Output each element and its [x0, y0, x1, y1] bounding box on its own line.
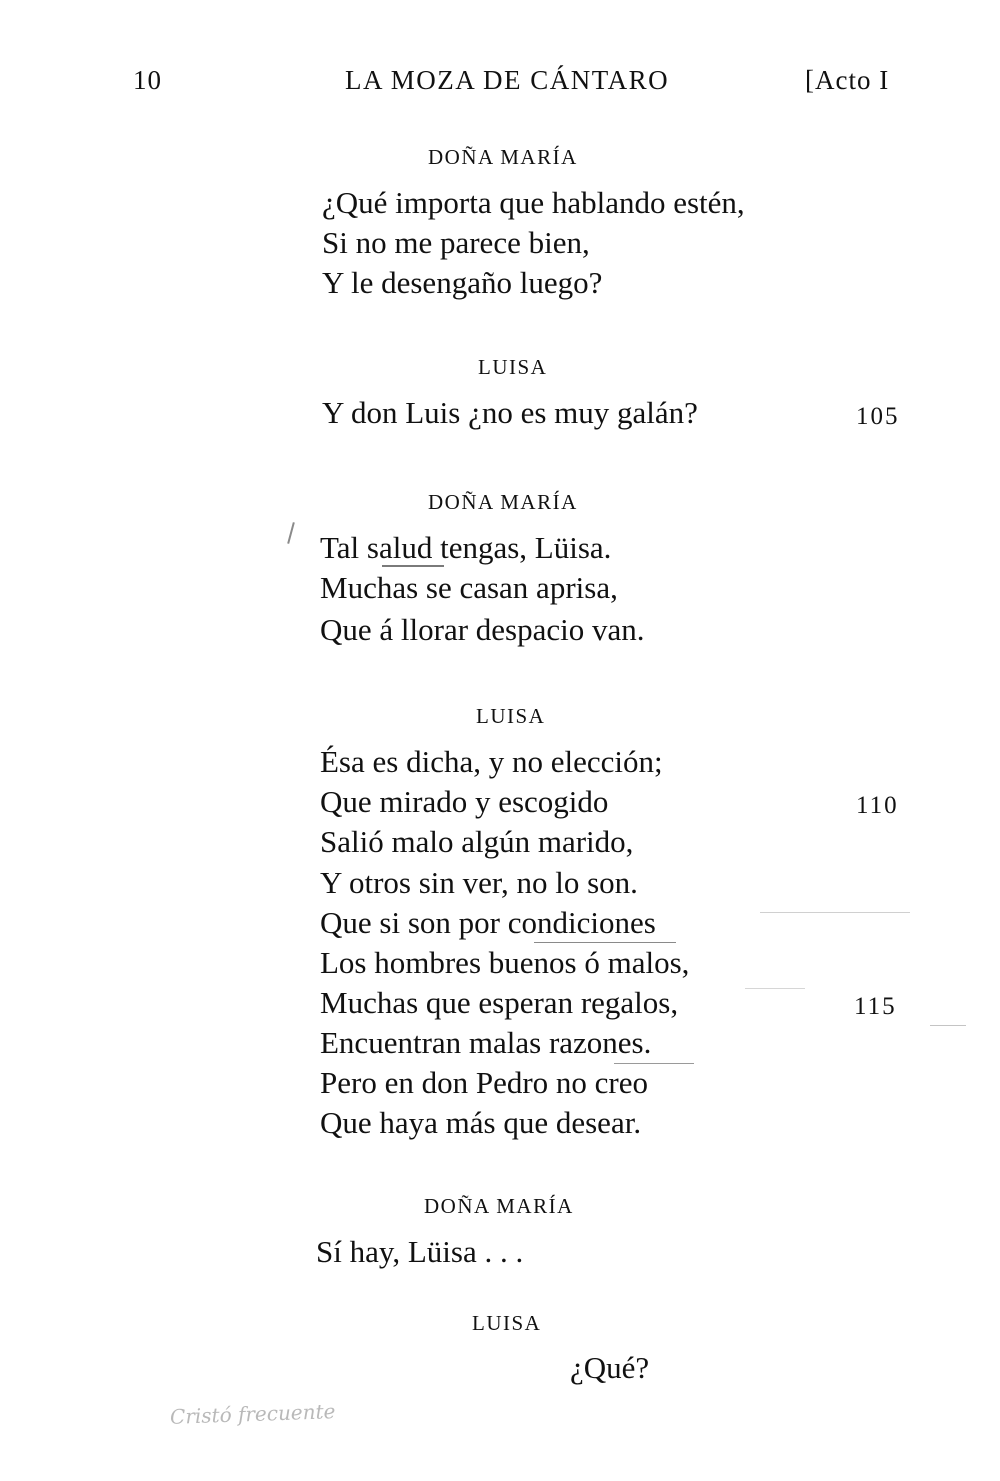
- verse-line: Y don Luis ¿no es muy galán?: [322, 395, 698, 430]
- speaker-heading: DOÑA MARÍA: [428, 145, 578, 169]
- verse-line: Y le desengaño luego?: [322, 265, 603, 300]
- pencil-scribble: Cristó frecuente: [169, 1399, 336, 1429]
- verse-line: Muchas se casan aprisa,: [320, 570, 618, 605]
- speaker-heading: LUISA: [476, 704, 546, 728]
- verse-line: ¿Qué?: [570, 1350, 650, 1385]
- verse-line: Pero en don Pedro no creo: [320, 1065, 648, 1100]
- line-number: 115: [854, 993, 897, 1020]
- act-label: [Acto I: [805, 65, 890, 95]
- verse-line: Los hombres buenos ó malos,: [320, 945, 690, 980]
- pencil-tick-mark: [287, 522, 295, 544]
- speaker-heading: DOÑA MARÍA: [424, 1194, 574, 1218]
- page-number: 10: [133, 65, 162, 95]
- verse-line: Si no me parece bien,: [322, 225, 590, 260]
- pencil-faint-line: [930, 1025, 966, 1026]
- pencil-faint-line: [760, 912, 910, 913]
- pencil-underline: [534, 942, 676, 943]
- speaker-heading: DOÑA MARÍA: [428, 490, 578, 514]
- verse-line: Encuentran malas razones.: [320, 1025, 652, 1060]
- verse-line: Muchas que esperan regalos,: [320, 985, 679, 1020]
- speaker-heading: LUISA: [478, 355, 548, 379]
- verse-line: Ésa es dicha, y no elección;: [320, 744, 663, 779]
- speaker-heading: LUISA: [472, 1311, 542, 1335]
- line-number: 110: [856, 792, 899, 819]
- verse-line: Que mirado y escogido: [320, 784, 609, 819]
- verse-line: ¿Qué importa que hablando estén,: [322, 185, 745, 220]
- verse-line: Sí hay, Lüisa . . .: [316, 1234, 524, 1269]
- line-number: 105: [856, 403, 900, 430]
- pencil-underline: [614, 1063, 694, 1064]
- verse-line: Salió malo algún marido,: [320, 824, 634, 859]
- verse-line: Que á llorar despacio van.: [320, 612, 645, 647]
- verse-line: Que si son por condiciones: [320, 905, 656, 940]
- verse-line: Y otros sin ver, no lo son.: [320, 865, 638, 900]
- verse-line: Que haya más que desear.: [320, 1105, 642, 1140]
- running-title: LA MOZA DE CÁNTARO: [345, 65, 670, 95]
- pencil-faint-line: [745, 988, 805, 989]
- pencil-underline: [382, 565, 444, 567]
- verse-line: Tal salud tengas, Lüisa.: [320, 530, 612, 565]
